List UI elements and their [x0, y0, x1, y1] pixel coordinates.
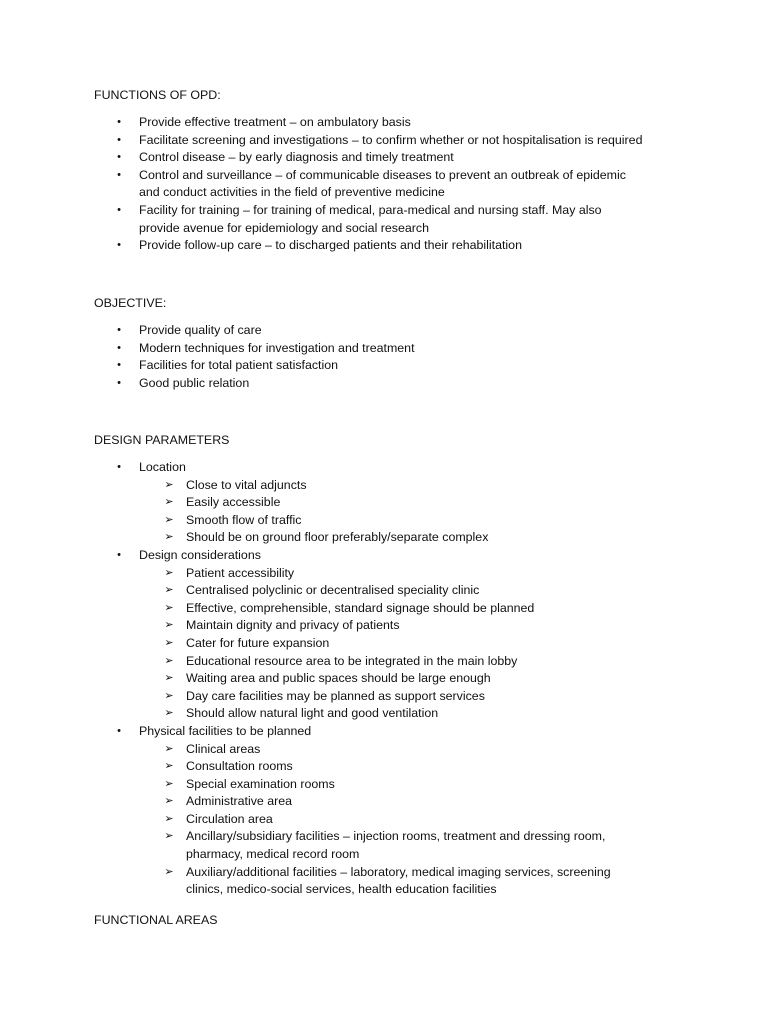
sub-list-item-text: Should allow natural light and good ventilation [186, 706, 439, 721]
sub-list-item [0, 477, 656, 495]
sub-list-item-text: Educational resource area to be integrated in the main lobby [186, 653, 518, 668]
sub-list-item-text: Administrative area [186, 794, 293, 809]
list-item [0, 149, 679, 167]
design-group [0, 547, 679, 565]
sub-list-item-text: pharmacy, medical record room [186, 847, 360, 862]
arrow-bullet-icon: ➢ [164, 672, 174, 685]
design-parameters-list [0, 459, 679, 899]
sub-list-item [0, 688, 656, 706]
objective-list [0, 322, 679, 392]
bullet-dot-icon: • [117, 548, 121, 561]
sub-list-item-text: Clinical areas [186, 741, 261, 756]
sub-list-item-text: Special examination rooms [186, 776, 335, 791]
functions-list [0, 114, 679, 255]
sub-list-item [0, 617, 656, 635]
arrow-bullet-icon: ➢ [164, 619, 174, 632]
sub-list-item [0, 600, 656, 618]
arrow-bullet-icon: ➢ [164, 689, 174, 702]
bullet-dot-icon: • [117, 116, 121, 128]
bullet-dot-icon: • [117, 359, 121, 372]
bullet-dot-icon: • [117, 168, 121, 181]
arrow-bullet-icon: ➢ [164, 566, 174, 579]
sub-list-item-text: Cater for future expansion [186, 635, 330, 650]
list-item-text: Provide quality of care [139, 323, 262, 337]
arrow-bullet-icon: ➢ [164, 601, 174, 614]
design-group [0, 459, 679, 477]
list-item-text: and conduct activities in the field of preventive medicine [139, 185, 445, 200]
sub-list-item [0, 670, 656, 688]
bullet-dot-icon: • [117, 239, 121, 252]
bullet-dot-icon: • [117, 341, 121, 354]
arrow-bullet-icon: ➢ [164, 636, 174, 649]
functional-areas-heading: FUNCTIONAL AREAS [94, 913, 218, 927]
bullet-dot-icon: • [117, 324, 121, 336]
arrow-bullet-icon: ➢ [164, 707, 174, 720]
design-group [0, 723, 679, 741]
sub-list-item-text: Circulation area [186, 811, 273, 826]
arrow-bullet-icon: ➢ [164, 584, 174, 597]
sub-list-item-text: clinics, medico-social services, health education facilities [186, 882, 497, 897]
sub-list-item [0, 582, 656, 600]
sub-list-item-text: Auxiliary/additional facilities – laboratory, medical imaging services, screening [186, 864, 611, 879]
sub-list-item [0, 565, 656, 583]
sub-list-item-text: Patient accessibility [186, 565, 295, 580]
sub-list-item [0, 776, 656, 794]
sub-list-item-text: Maintain dignity and privacy of patients [186, 618, 400, 633]
sub-list-item-text: Waiting area and public spaces should be large enough [186, 671, 491, 686]
functions-heading: FUNCTIONS OF OPD: [94, 88, 221, 102]
arrow-bullet-icon: ➢ [164, 496, 174, 509]
arrow-bullet-icon: ➢ [164, 513, 174, 526]
list-item-text: Facilitate screening and investigations – to confirm whether or not hospitalisation is required [139, 132, 643, 147]
sub-list-item [0, 811, 656, 829]
arrow-bullet-icon: ➢ [164, 812, 174, 825]
list-item-text: Good public relation [139, 375, 250, 390]
list-item-text: Provide follow-up care – to discharged patients and their rehabilitation [139, 238, 522, 253]
design-group-label: Design considerations [139, 547, 261, 562]
sub-list-item-text: Ancillary/subsidiary facilities – injection rooms, treatment and dressing room, [186, 829, 606, 844]
sub-list-item-text: Smooth flow of traffic [186, 512, 302, 527]
arrow-bullet-icon: ➢ [164, 760, 174, 773]
sub-list-item-text: Effective, comprehensible, standard signage should be planned [186, 600, 535, 615]
sub-list-item-text: Should be on ground floor preferably/separate complex [186, 530, 489, 545]
list-item [0, 114, 679, 132]
sub-list-item-text: Close to vital adjuncts [186, 477, 307, 492]
list-item-text: provide avenue for epidemiology and social research [139, 220, 429, 235]
list-item [0, 357, 679, 375]
sub-list-item [0, 758, 656, 776]
sub-list-item [0, 793, 656, 811]
list-item [0, 322, 679, 340]
arrow-bullet-icon: ➢ [164, 795, 174, 808]
design-group-label: Location [139, 460, 186, 474]
arrow-bullet-icon: ➢ [164, 478, 174, 491]
list-item [0, 340, 679, 358]
sub-list-item [0, 529, 656, 547]
sub-list-item-text: Consultation rooms [186, 759, 293, 774]
arrow-bullet-icon: ➢ [164, 830, 174, 843]
list-item [0, 237, 679, 255]
sub-list-item [0, 494, 656, 512]
list-item [0, 202, 679, 237]
arrow-bullet-icon: ➢ [164, 865, 174, 878]
bullet-dot-icon: • [117, 133, 121, 146]
list-item [0, 167, 679, 202]
design-parameters-heading: DESIGN PARAMETERS [94, 433, 230, 447]
list-item-text: Facility for training – for training of medical, para-medical and nursing staff. May also [139, 202, 602, 217]
list-item [0, 375, 679, 393]
list-item [0, 132, 679, 150]
arrow-bullet-icon: ➢ [164, 777, 174, 790]
list-item-text: Modern techniques for investigation and treatment [139, 340, 415, 355]
sub-list-item [0, 705, 656, 723]
bullet-dot-icon: • [117, 461, 121, 473]
arrow-bullet-icon: ➢ [164, 742, 174, 755]
bullet-dot-icon: • [117, 376, 121, 389]
sub-list-item [0, 864, 656, 899]
list-item-text: Facilities for total patient satisfaction [139, 358, 339, 373]
arrow-bullet-icon: ➢ [164, 654, 174, 667]
list-item-text: Control disease – by early diagnosis and timely treatment [139, 150, 454, 165]
sub-list-item-text: Day care facilities may be planned as support services [186, 688, 485, 703]
sub-list-item-text: Easily accessible [186, 495, 281, 510]
sub-list-item [0, 635, 656, 653]
list-item-text: Provide effective treatment – on ambulatory basis [139, 115, 411, 129]
sub-list-item-text: Centralised polyclinic or decentralised speciality clinic [186, 583, 480, 598]
sub-list-item [0, 741, 656, 759]
arrow-bullet-icon: ➢ [164, 531, 174, 544]
design-group-label: Physical facilities to be planned [139, 723, 312, 738]
sub-list-item [0, 653, 656, 671]
bullet-dot-icon: • [117, 724, 121, 737]
bullet-dot-icon: • [117, 203, 121, 216]
bullet-dot-icon: • [117, 151, 121, 164]
sub-list-item [0, 828, 656, 863]
sub-list-item [0, 512, 656, 530]
list-item-text: Control and surveillance – of communicable diseases to prevent an outbreak of epidemic [139, 167, 626, 182]
objective-heading: OBJECTIVE: [94, 296, 167, 310]
